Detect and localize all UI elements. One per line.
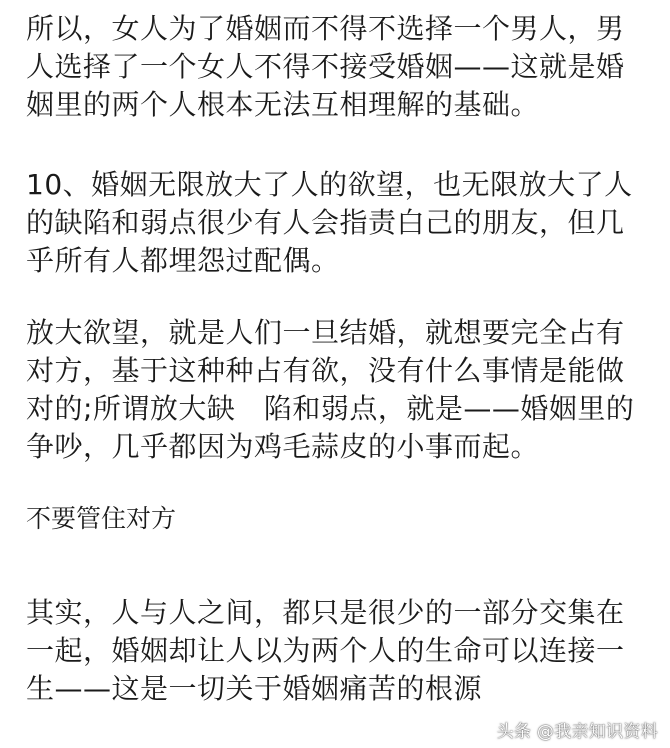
text-line: 生——这是一切关于婚姻痛苦的根源	[26, 672, 483, 705]
text-line: 一起，婚姻却让人以为两个人的生命可以连接一	[26, 634, 625, 667]
paragraph-spacer	[26, 124, 652, 166]
text-line: 的缺陷和弱点很少有人会指责白己的朋友，但几	[26, 206, 625, 239]
paragraph-spacer	[26, 466, 652, 502]
paragraph-spacer	[26, 536, 652, 594]
text-line: 争吵，几乎都因为鸡毛蒜皮的小事而起。	[26, 430, 540, 463]
text-line: 乎所有人都埋怨过配偶。	[26, 244, 340, 277]
text-line: 其实，人与人之间，都只是很少的一部分交集在	[26, 596, 625, 629]
text-line: 对方，基于这种种占有欲，没有什么事情是能做	[26, 354, 625, 387]
text-line: 放大欲望，就是人们一旦结婚，就想要完全占有	[26, 316, 625, 349]
watermark: 头条 @我亲知识资料	[496, 722, 658, 742]
text-line: 10、婚姻无限放大了人的欲望，也无限放大了人	[26, 168, 633, 201]
text-line: 对的;所谓放大缺 陷和弱点，就是——婚姻里的	[26, 392, 635, 425]
text-line: 姻里的两个人根本无法互相理解的基础。	[26, 88, 540, 121]
text-line: 人选择了一个女人不得不接受婚姻——这就是婚	[26, 50, 625, 83]
paragraph-2	[26, 166, 652, 280]
text-line: 所以，女人为了婚姻而不得不选择一个男人，男	[26, 12, 625, 45]
paragraph-4	[26, 594, 652, 708]
paragraph-3	[26, 314, 652, 466]
paragraph-1	[26, 10, 652, 124]
paragraph-spacer	[26, 280, 652, 314]
section-heading: 不要管住对方	[26, 504, 177, 533]
